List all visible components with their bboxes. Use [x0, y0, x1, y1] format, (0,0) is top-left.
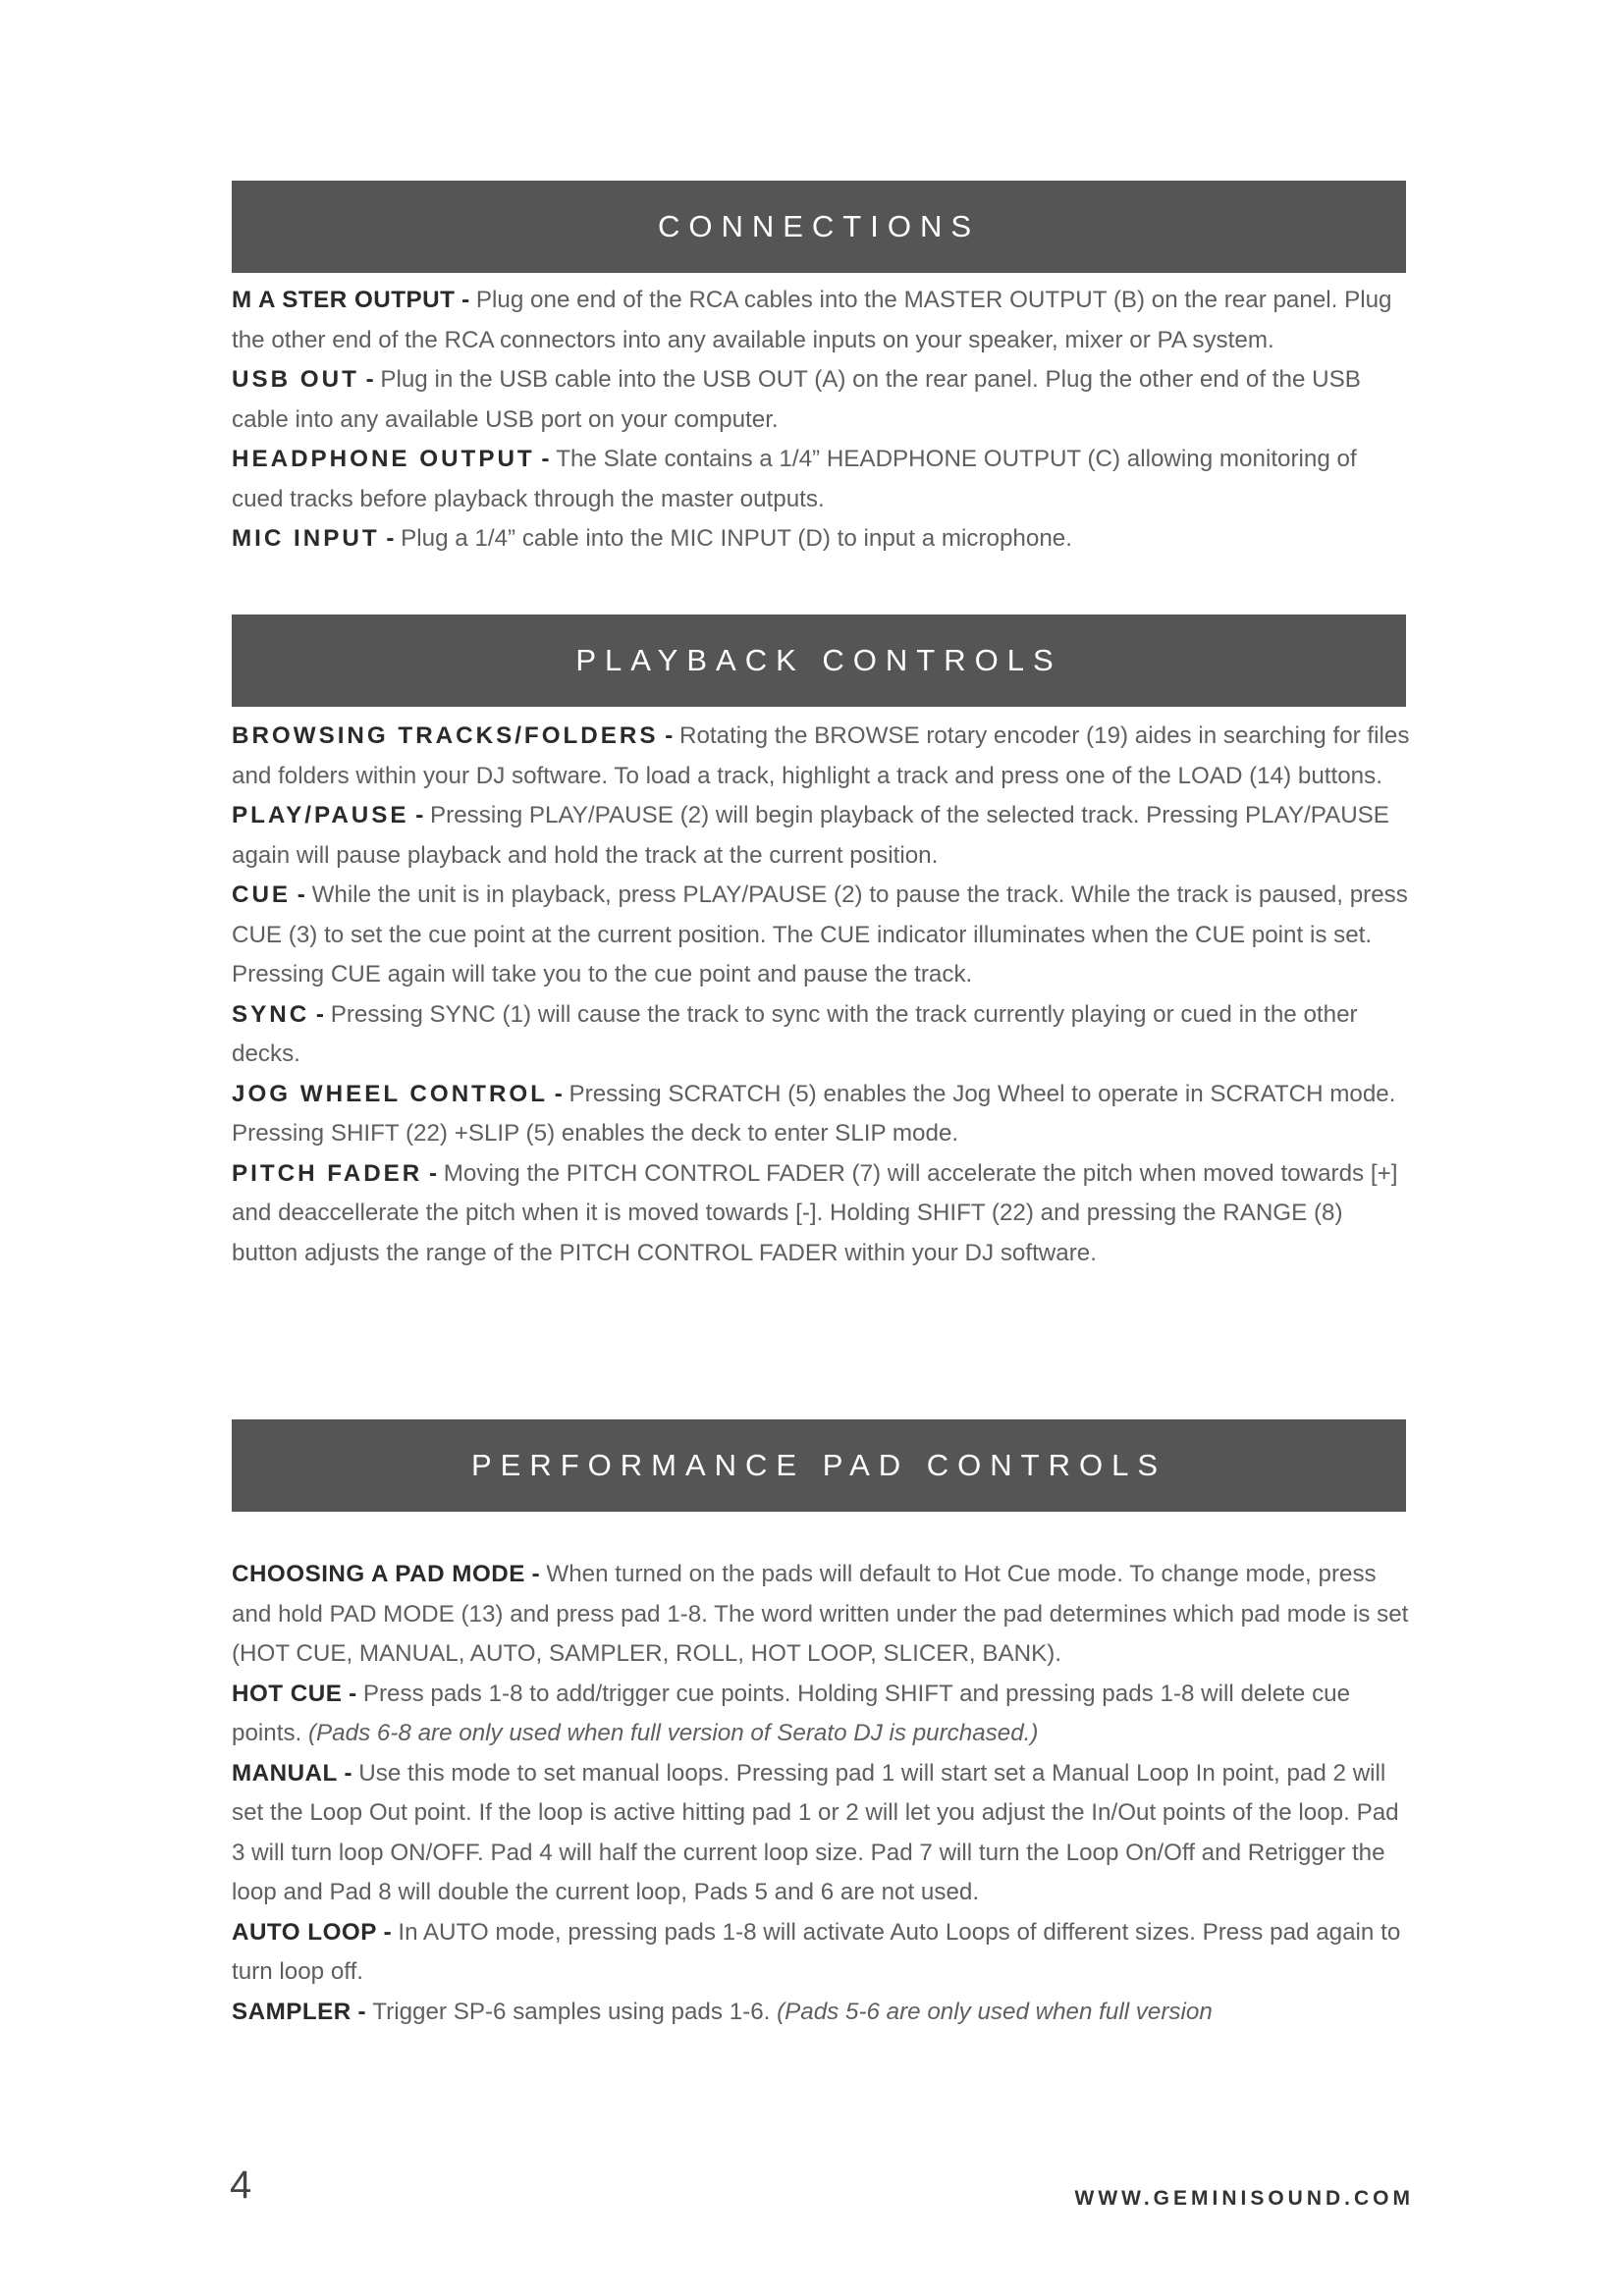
item-text: Pressing PLAY/PAUSE (2) will begin playback of the selected track. Pressing PLAY/PAUSE again will pause playback and hold the track at the current position. — [232, 802, 1389, 869]
section-body-playback-controls — [232, 717, 1410, 1273]
item-term: MIC INPUT — [232, 525, 380, 552]
section-body-performance-pad-controls — [232, 1555, 1410, 2032]
item-term: PLAY/PAUSE — [232, 802, 409, 828]
item-text: Trigger SP-6 samples using pads 1-6. — [372, 1998, 778, 2025]
section-header-playback-controls — [232, 614, 1406, 707]
page-number: 4 — [230, 2163, 252, 2207]
item-text: The Slate contains a 1/4” HEADPHONE OUTPUT (C) allowing monitoring of cued tracks before playback through the master outputs. — [232, 446, 1357, 512]
item-text: While the unit is in playback, press PLAY/PAUSE (2) to pause the track. While the track is paused, press CUE (3) to set the cue point at the current position. The CUE indicator illuminates when the CUE point is set. Pressing CUE again will take you to the cue point and pause the track. — [232, 881, 1408, 988]
item-text: Moving the PITCH CONTROL FADER (7) will accelerate the pitch when moved towards [+] and deaccellerate the pitch when it is moved towards [-]. Holding SHIFT (22) and pressing the RANGE (8) button adjusts the range of the PITCH CONTROL FADER within your DJ software. — [232, 1159, 1398, 1266]
item-text: In AUTO mode, pressing pads 1-8 will activate Auto Loops of different sizes. Press pad again to turn loop off. — [232, 1918, 1401, 1985]
section-header-connections — [232, 181, 1406, 273]
item-term: SAMPLER — [232, 1998, 352, 2025]
list-item: AUTO LOOP - In AUTO mode, pressing pads 1-8 will activate Auto Loops of different sizes. Press pad again to turn loop off. — [232, 1918, 1401, 1985]
item-text: Rotating the BROWSE rotary encoder (19) aides in searching for files and folders within your DJ software. To load a track, highlight a track and press one of the LOAD (14) buttons. — [232, 722, 1410, 789]
item-term: HEADPHONE OUTPUT — [232, 446, 535, 472]
item-text: When turned on the pads will default to Hot Cue mode. To change mode, press and hold PAD MODE (13) and press pad 1-8. The word written under the pad determines which pad mode is set (HOT CUE, MANUAL, AUTO, SAMPLER, ROLL, HOT LOOP, SLICER, BANK). — [232, 1561, 1409, 1667]
list-item: JOG WHEEL CONTROL - Pressing SCRATCH (5) enables the Jog Wheel to operate in SCRATCH mode. Pressing SHIFT (22) +SLIP (5) enables the deck to enter SLIP mode. — [232, 1080, 1396, 1147]
section-title: CONNECTIONS — [657, 209, 981, 243]
item-term: HOT CUE — [232, 1680, 343, 1707]
list-item: MANUAL - Use this mode to set manual loops. Pressing pad 1 will start set a Manual Loop In point, pad 2 will set the Loop Out point. If the loop is active hitting pad 1 or 2 will let you adjust the In/Out points of the loop. Pad 3 will turn loop ON/OFF. Pad 4 will half the current loop size. Pad 7 will turn the Loop On/Off and Retrigger the loop and Pad 8 will double the current loop, Pads 5 and 6 are not used. — [232, 1759, 1399, 1905]
item-text: Pressing SCRATCH (5) enables the Jog Wheel to operate in SCRATCH mode. Pressing SHIFT (22) +SLIP (5) enables the deck to enter SLIP mode. — [232, 1080, 1396, 1147]
item-term: AUTO LOOP — [232, 1918, 377, 1946]
list-item: PLAY/PAUSE - Pressing PLAY/PAUSE (2) will begin playback of the selected track. Pressing PLAY/PAUSE again will pause playback and hold the track at the current position. — [232, 802, 1389, 869]
item-term: CUE — [232, 881, 292, 908]
item-term: JOG WHEEL CONTROL — [232, 1080, 548, 1107]
section-title: PERFORMANCE PAD CONTROLS — [470, 1448, 1167, 1482]
item-term: CHOOSING A PAD MODE — [232, 1561, 525, 1587]
item-term: M A STER OUTPUT — [232, 287, 456, 313]
list-item: SAMPLER - Trigger SP-6 samples using pads 1-6. (Pads 5-6 are only used when full version — [232, 1998, 1213, 2025]
list-item: CHOOSING A PAD MODE - When turned on the pads will default to Hot Cue mode. To change mode, press and hold PAD MODE (13) and press pad 1-8. The word written under the pad determines which pad mode is set (HOT CUE, MANUAL, AUTO, SAMPLER, ROLL, HOT LOOP, SLICER, BANK). — [232, 1561, 1409, 1667]
section-body-connections — [232, 281, 1410, 560]
item-text: Plug in the USB cable into the USB OUT (A) on the rear panel. Plug the other end of the USB cable into any available USB port on your computer. — [232, 366, 1361, 433]
item-text: Press pads 1-8 to add/trigger cue points. Holding SHIFT and pressing pads 1-8 will delete cue points. — [232, 1680, 1351, 1746]
list-item: BROWSING TRACKS/FOLDERS - Rotating the BROWSE rotary encoder (19) aides in searching for files and folders within your DJ software. To load a track, highlight a track and press one of the LOAD (14) buttons. — [232, 722, 1410, 789]
list-item: M A STER OUTPUT - Plug one end of the RCA cables into the MASTER OUTPUT (B) on the rear panel. Plug the other end of the RCA connectors into any available inputs on your speaker, mixer or PA system. — [232, 287, 1392, 353]
item-text: Plug one end of the RCA cables into the MASTER OUTPUT (B) on the rear panel. Plug the other end of the RCA connectors into any available inputs on your speaker, mixer or PA system. — [232, 287, 1392, 353]
item-text: Pressing SYNC (1) will cause the track to sync with the track currently playing or cued in the other decks. — [232, 1000, 1358, 1067]
website-url: WWW.GEMINISOUND.COM — [1074, 2187, 1414, 2210]
section-header-performance-pad-controls — [232, 1419, 1406, 1512]
item-note: (Pads 6-8 are only used when full version of Serato DJ is purchased.) — [307, 1720, 1039, 1746]
list-item: MIC INPUT - Plug a 1/4” cable into the MIC INPUT (D) to input a microphone. — [232, 525, 1072, 552]
item-term: PITCH FADER — [232, 1159, 423, 1187]
item-term: USB OUT — [232, 366, 359, 393]
item-note: (Pads 5-6 are only used when full version — [777, 1998, 1213, 2025]
item-text: Plug a 1/4” cable into the MIC INPUT (D) to input a microphone. — [401, 525, 1072, 552]
list-item: HOT CUE - Press pads 1-8 to add/trigger cue points. Holding SHIFT and pressing pads 1-8 will delete cue points. (Pads 6-8 are only used when full version of Serato DJ is purchased.) — [232, 1680, 1351, 1746]
list-item: HEADPHONE OUTPUT - The Slate contains a 1/4” HEADPHONE OUTPUT (C) allowing monitoring of cued tracks before playback through the master outputs. — [232, 446, 1357, 512]
list-item: PITCH FADER - Moving the PITCH CONTROL FADER (7) will accelerate the pitch when moved towards [+] and deaccellerate the pitch when it is moved towards [-]. Holding SHIFT (22) and pressing the RANGE (8) button adjusts the range of the PITCH CONTROL FADER within your DJ software. — [232, 1159, 1398, 1266]
item-text: Use this mode to set manual loops. Pressing pad 1 will start set a Manual Loop In point, pad 2 will set the Loop Out point. If the loop is active hitting pad 1 or 2 will let you adjust the In/Out points of the loop. Pad 3 will turn loop ON/OFF. Pad 4 will half the current loop size. Pad 7 will turn the Loop On/Off and Retrigger the loop and Pad 8 will double the current loop, Pads 5 and 6 are not used. — [232, 1759, 1399, 1905]
item-term: BROWSING TRACKS/FOLDERS — [232, 722, 659, 749]
list-item: SYNC - Pressing SYNC (1) will cause the track to sync with the track currently playing or cued in the other decks. — [232, 1000, 1358, 1067]
list-item: USB OUT - Plug in the USB cable into the USB OUT (A) on the rear panel. Plug the other end of the USB cable into any available USB port on your computer. — [232, 366, 1361, 433]
section-title: PLAYBACK CONTROLS — [575, 643, 1062, 677]
item-term: SYNC — [232, 1000, 310, 1028]
list-item: CUE - While the unit is in playback, press PLAY/PAUSE (2) to pause the track. While the track is paused, press CUE (3) to set the cue point at the current position. The CUE indicator illuminates when the CUE point is set. Pressing CUE again will take you to the cue point and pause the track. — [232, 881, 1408, 988]
item-term: MANUAL — [232, 1759, 338, 1787]
